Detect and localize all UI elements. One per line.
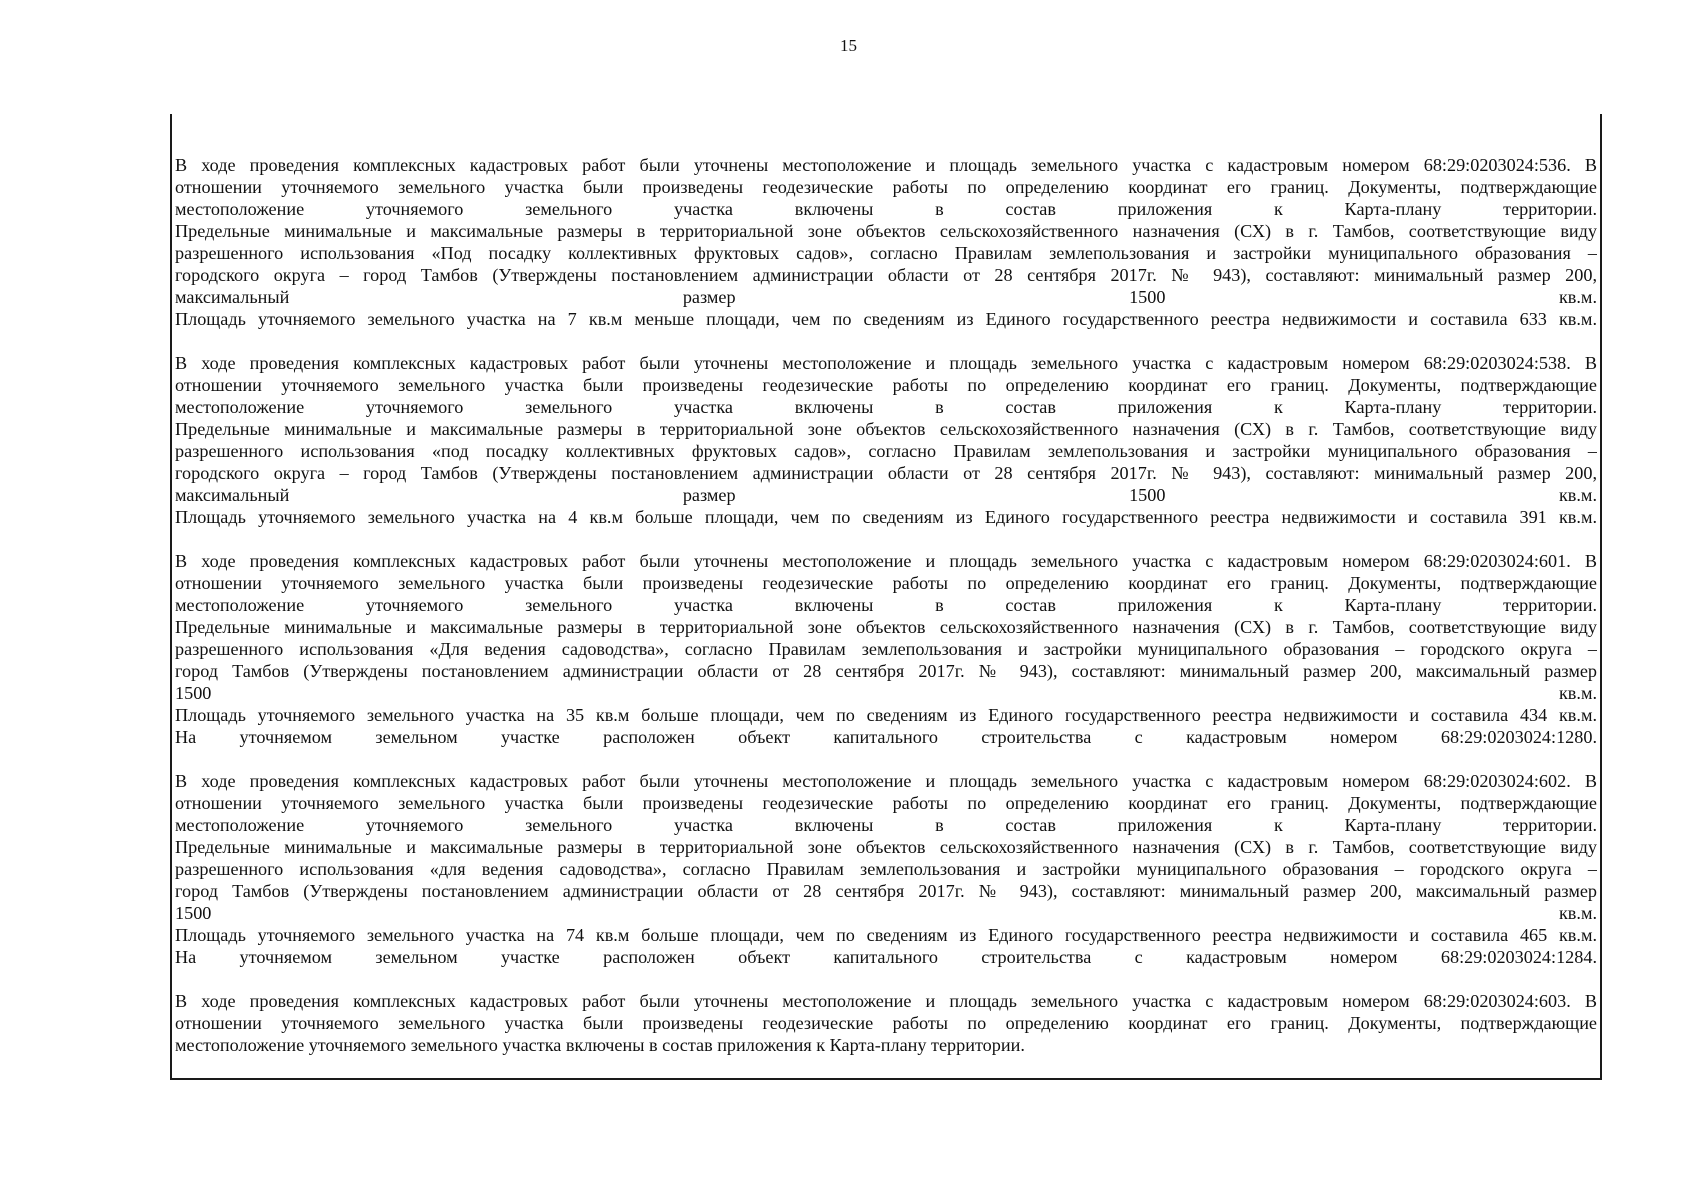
text-line: На уточняемом земельном участке расположен объект капитального строительства с кадастровым номером 68:29:0203024:1280. xyxy=(175,727,1597,747)
document-frame xyxy=(170,114,1602,1080)
text-line: местоположение уточняемого земельного участка включены в состав приложения к Карта-плану территории. xyxy=(175,199,1597,219)
text-line: В ходе проведения комплексных кадастровых работ были уточнены местоположение и площадь земельного участка с кадастровым номером 68:29:0203024:602. В xyxy=(175,771,1597,791)
paragraph-block xyxy=(175,352,1597,528)
text-line: отношении уточняемого земельного участка были произведены геодезические работы по определению координат его границ. Документы, подтверждающие xyxy=(175,375,1597,395)
text-line: местоположение уточняемого земельного участка включены в состав приложения к Карта-плану территории. xyxy=(175,595,1597,615)
text-line: разрешенного использования «для ведения садоводства», согласно Правилам землепользования и застройки муниципального образования – городского округа – xyxy=(175,859,1597,879)
text-line: максимальный размер 1500 кв.м. xyxy=(175,287,1597,307)
text-line: В ходе проведения комплексных кадастровых работ были уточнены местоположение и площадь земельного участка с кадастровым номером 68:29:0203024:601. В xyxy=(175,551,1597,571)
paragraph-block xyxy=(175,550,1597,748)
text-line: отношении уточняемого земельного участка были произведены геодезические работы по определению координат его границ. Документы, подтверждающие xyxy=(175,793,1597,813)
text-line: разрешенного использования «под посадку коллективных фруктовых садов», согласно Правилам землепользования и застройки муниципального образования – xyxy=(175,441,1597,461)
text-line: разрешенного использования «Для ведения садоводства», согласно Правилам землепользования и застройки муниципального образования – городского округа – xyxy=(175,639,1597,659)
text-line: В ходе проведения комплексных кадастровых работ были уточнены местоположение и площадь земельного участка с кадастровым номером 68:29:0203024:536. В xyxy=(175,155,1597,175)
page-number: 15 xyxy=(840,36,857,55)
text-line: местоположение уточняемого земельного участка включены в состав приложения к Карта-плану территории. xyxy=(175,397,1597,417)
paragraph-block xyxy=(175,770,1597,968)
text-line: Предельные минимальные и максимальные размеры в территориальной зоне объектов сельскохозяйственного назначения (СХ) в г. Тамбов, соответствующие виду xyxy=(175,221,1597,241)
text-line: местоположение уточняемого земельного участка включены в состав приложения к Карта-плану территории. xyxy=(175,1035,1025,1055)
text-line: местоположение уточняемого земельного участка включены в состав приложения к Карта-плану территории. xyxy=(175,815,1597,835)
text-line: В ходе проведения комплексных кадастровых работ были уточнены местоположение и площадь земельного участка с кадастровым номером 68:29:0203024:538. В xyxy=(175,353,1597,373)
text-line: отношении уточняемого земельного участка были произведены геодезические работы по определению координат его границ. Документы, подтверждающие xyxy=(175,1013,1597,1033)
text-line: Площадь уточняемого земельного участка на 4 кв.м больше площади, чем по сведениям из Единого государственного реестра недвижимости и составила 391 кв.м. xyxy=(175,507,1597,527)
text-line: Предельные минимальные и максимальные размеры в территориальной зоне объектов сельскохозяйственного назначения (СХ) в г. Тамбов, соответствующие виду xyxy=(175,419,1597,439)
paragraph-block xyxy=(175,154,1597,330)
paragraph-block xyxy=(175,990,1597,1056)
text-line: Площадь уточняемого земельного участка на 35 кв.м больше площади, чем по сведениям из Единого государственного реестра недвижимости и составила 434 кв.м. xyxy=(175,705,1597,725)
text-line: максимальный размер 1500 кв.м. xyxy=(175,485,1597,505)
text-line: 1500 кв.м. xyxy=(175,903,1597,923)
text-line: город Тамбов (Утверждены постановлением администрации области от 28 сентября 2017г. № 943), составляют: минимальный размер 200, максимальный размер xyxy=(175,661,1597,681)
text-line: В ходе проведения комплексных кадастровых работ были уточнены местоположение и площадь земельного участка с кадастровым номером 68:29:0203024:603. В xyxy=(175,991,1597,1011)
text-line: городского округа – город Тамбов (Утверждены постановлением администрации области от 28 сентября 2017г. № 943), составляют: минимальный размер 200, xyxy=(175,265,1597,285)
text-line: Площадь уточняемого земельного участка на 74 кв.м больше площади, чем по сведениям из Единого государственного реестра недвижимости и составила 465 кв.м. xyxy=(175,925,1597,945)
text-line: 1500 кв.м. xyxy=(175,683,1597,703)
text-line: Предельные минимальные и максимальные размеры в территориальной зоне объектов сельскохозяйственного назначения (СХ) в г. Тамбов, соответствующие виду xyxy=(175,837,1597,857)
text-line: Предельные минимальные и максимальные размеры в территориальной зоне объектов сельскохозяйственного назначения (СХ) в г. Тамбов, соответствующие виду xyxy=(175,617,1597,637)
text-line: отношении уточняемого земельного участка были произведены геодезические работы по определению координат его границ. Документы, подтверждающие xyxy=(175,177,1597,197)
text-line: городского округа – город Тамбов (Утверждены постановлением администрации области от 28 сентября 2017г. № 943), составляют: минимальный размер 200, xyxy=(175,463,1597,483)
text-line: Площадь уточняемого земельного участка на 7 кв.м меньше площади, чем по сведениям из Единого государственного реестра недвижимости и составила 633 кв.м. xyxy=(175,309,1597,329)
text-line: город Тамбов (Утверждены постановлением администрации области от 28 сентября 2017г. № 943), составляют: минимальный размер 200, максимальный размер xyxy=(175,881,1597,901)
document-content xyxy=(175,154,1597,1078)
text-line: разрешенного использования «Под посадку коллективных фруктовых садов», согласно Правилам землепользования и застройки муниципального образования – xyxy=(175,243,1597,263)
text-line: отношении уточняемого земельного участка были произведены геодезические работы по определению координат его границ. Документы, подтверждающие xyxy=(175,573,1597,593)
text-line: На уточняемом земельном участке расположен объект капитального строительства с кадастровым номером 68:29:0203024:1284. xyxy=(175,947,1597,967)
